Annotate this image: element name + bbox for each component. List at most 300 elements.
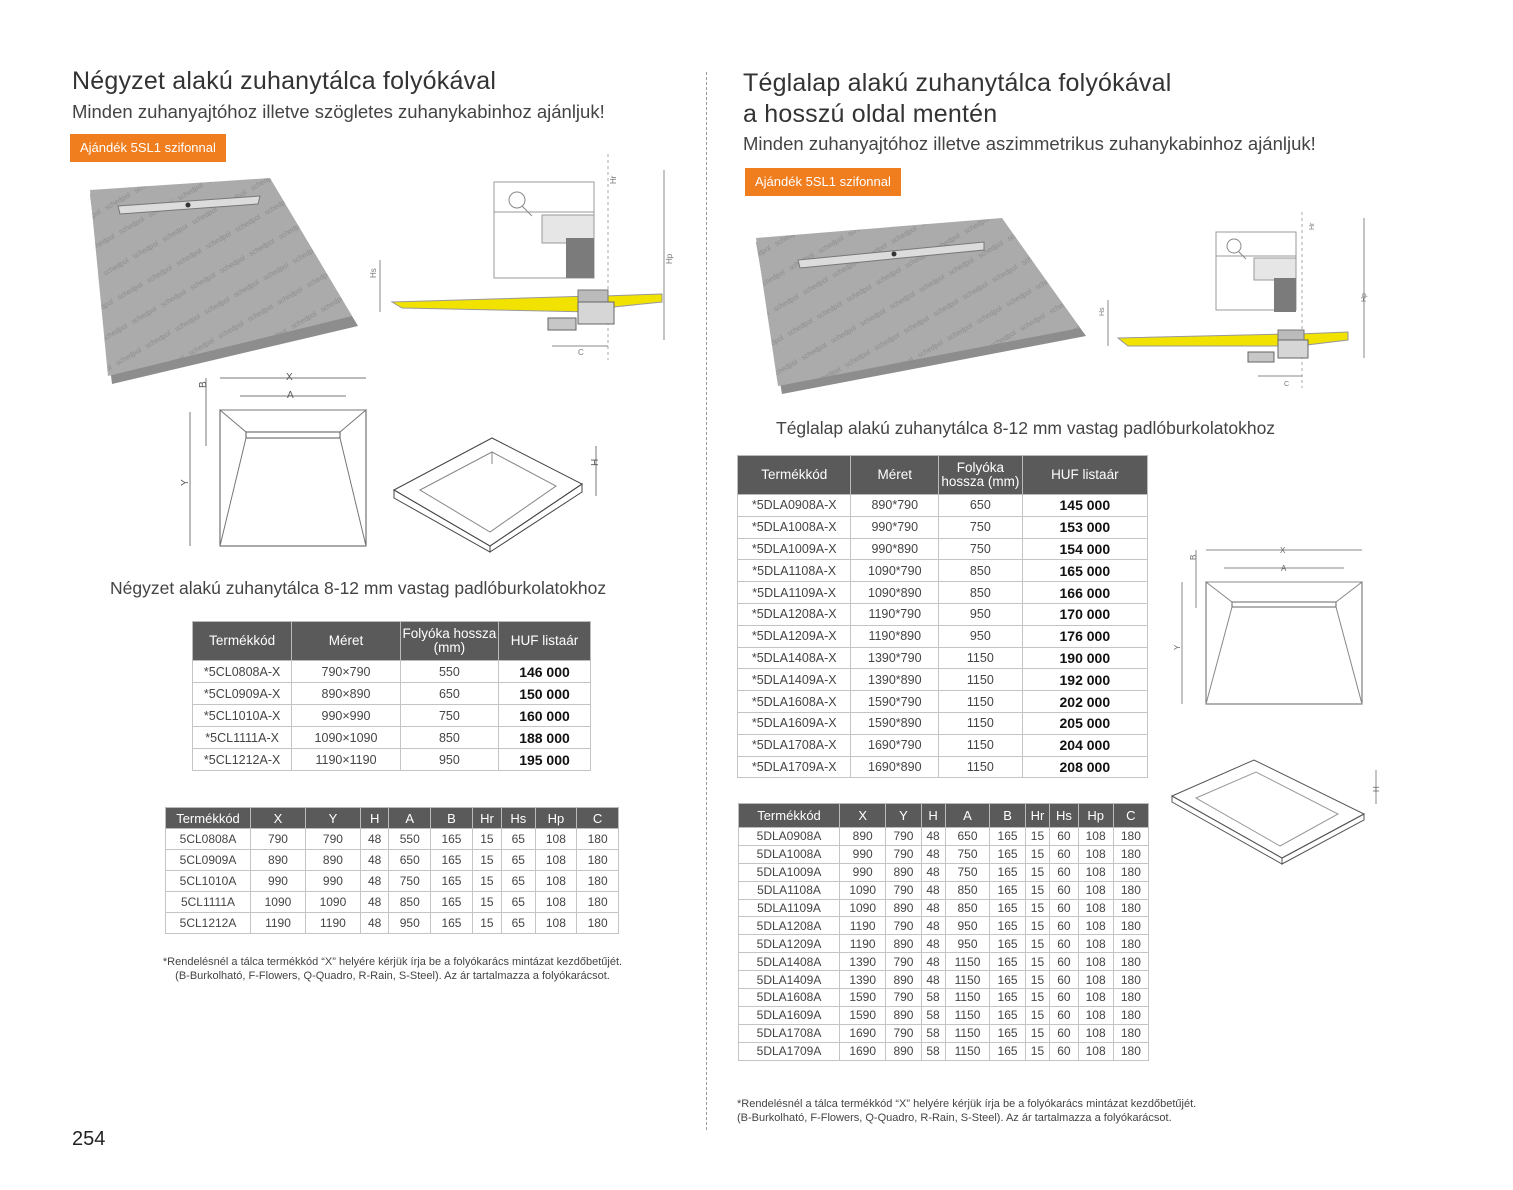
price-cell: 176 000 [1022, 625, 1147, 647]
table-cell: 165 [990, 971, 1025, 989]
table-row [738, 582, 1148, 604]
table-cell: *5DLA1209A-X [738, 625, 851, 647]
header-cell: Termékkód [739, 804, 840, 828]
label-hs: Hs [1099, 307, 1106, 316]
table-cell: 60 [1050, 953, 1078, 971]
table-cell: 790 [886, 917, 921, 935]
table-cell: 1190×1190 [292, 749, 400, 771]
left-footnote [120, 955, 665, 983]
table-cell: 108 [1078, 953, 1113, 971]
table-cell: *5CL1212A-X [193, 749, 292, 771]
right-price-table [737, 455, 1148, 778]
table-row [738, 560, 1148, 582]
table-cell: 1150 [939, 734, 1023, 756]
table-cell: 108 [535, 829, 577, 850]
left-iso-drawing [392, 436, 617, 550]
table-cell: 48 [921, 971, 945, 989]
table-cell: 1590*790 [851, 691, 939, 713]
label-hp: Hp [1361, 293, 1368, 302]
left-top-view-drawing [176, 364, 376, 556]
table-cell: 1690*790 [851, 734, 939, 756]
price-cell: 166 000 [1022, 582, 1147, 604]
table-cell: 60 [1050, 1024, 1078, 1042]
table-row [738, 516, 1148, 538]
table-cell: 5DLA1709A [739, 1042, 840, 1060]
table-cell: 165 [431, 871, 473, 892]
table-cell: 48 [921, 863, 945, 881]
table-cell: 108 [1078, 1006, 1113, 1024]
header-cell: Hp [535, 808, 577, 829]
table-cell: 180 [577, 871, 619, 892]
table-cell: 950 [400, 749, 498, 771]
header-cell: Hr [472, 808, 501, 829]
table-cell: 1590*890 [851, 712, 939, 734]
table-cell: 48 [921, 917, 945, 935]
table-cell: 48 [360, 850, 388, 871]
table-cell: 790×790 [292, 661, 400, 683]
left-subtitle: Minden zuhanyajtóhoz illetve szögletes zuhanykabinhoz ajánljuk! [72, 101, 605, 122]
table-cell: 48 [921, 953, 945, 971]
table-cell: 65 [502, 871, 536, 892]
table-cell: 990*790 [851, 516, 939, 538]
table-cell: 1190*890 [851, 625, 939, 647]
table-cell: 60 [1050, 863, 1078, 881]
header-cell: X [251, 808, 306, 829]
table-cell: 850 [400, 727, 498, 749]
table-cell: *5DLA1208A-X [738, 603, 851, 625]
table-cell: 165 [431, 913, 473, 934]
table-cell: 180 [1113, 899, 1148, 917]
table-cell: 180 [1113, 935, 1148, 953]
left-title: Négyzet alakú zuhanytálca folyókával [72, 67, 497, 95]
table-cell: 650 [389, 850, 431, 871]
table-cell: 165 [431, 829, 473, 850]
table-cell: 15 [1025, 828, 1050, 846]
table-cell: 15 [1025, 899, 1050, 917]
table-cell: 1590 [840, 1006, 886, 1024]
left-tray-photo [82, 176, 364, 390]
header-cell: HUF listaár [1022, 456, 1147, 495]
table-cell: 790 [251, 829, 306, 850]
table-cell: *5DLA1408A-X [738, 647, 851, 669]
table-cell: 60 [1050, 845, 1078, 863]
table-cell: 790 [305, 829, 360, 850]
table-cell: 108 [1078, 881, 1113, 899]
table-cell: 1090 [840, 899, 886, 917]
table-cell: 650 [939, 495, 1023, 517]
table-row [739, 845, 1149, 863]
label-h: H [1372, 786, 1381, 792]
table-row [739, 863, 1149, 881]
table-cell: 165 [990, 1024, 1025, 1042]
label-h: H [590, 458, 601, 466]
right-tray-photo [752, 212, 1087, 397]
table-cell: *5DLA1609A-X [738, 712, 851, 734]
table-cell: 65 [502, 913, 536, 934]
table-cell: *5DLA1108A-X [738, 560, 851, 582]
table-row [739, 989, 1149, 1007]
table-cell: 990 [840, 845, 886, 863]
table-cell: 15 [1025, 863, 1050, 881]
price-cell: 190 000 [1022, 647, 1147, 669]
table-cell: 750 [939, 516, 1023, 538]
table-cell: 1190 [305, 913, 360, 934]
table-row [739, 899, 1149, 917]
table-cell: 180 [1113, 863, 1148, 881]
left-dimension-table [165, 807, 619, 934]
label-c: C [1284, 381, 1290, 388]
table-row [738, 691, 1148, 713]
table-cell: 890*790 [851, 495, 939, 517]
table-cell: *5DLA1008A-X [738, 516, 851, 538]
table-cell: 108 [1078, 845, 1113, 863]
table-cell: 58 [921, 1042, 945, 1060]
left-price-table [192, 621, 591, 771]
table-cell: 180 [577, 850, 619, 871]
table-cell: 5DLA1208A [739, 917, 840, 935]
table-cell: *5DLA1608A-X [738, 691, 851, 713]
table-cell: *5CL0909A-X [193, 683, 292, 705]
table-cell: 890 [305, 850, 360, 871]
table-row [739, 935, 1149, 953]
table-cell: 550 [389, 829, 431, 850]
table-cell: 1390*890 [851, 669, 939, 691]
table-cell: 48 [360, 871, 388, 892]
table-cell: 790 [886, 953, 921, 971]
table-cell: 890×890 [292, 683, 400, 705]
header-cell: H [921, 804, 945, 828]
table-cell: 15 [472, 913, 501, 934]
table-cell: 48 [360, 913, 388, 934]
header-cell: HUF listaár [499, 622, 591, 661]
table-cell: 180 [1113, 881, 1148, 899]
table-cell: 165 [431, 892, 473, 913]
table-cell: 1150 [945, 1042, 990, 1060]
table-cell: 65 [502, 892, 536, 913]
price-cell: 202 000 [1022, 691, 1147, 713]
table-cell: 65 [502, 829, 536, 850]
table-cell: 1090 [840, 881, 886, 899]
table-row [738, 495, 1148, 517]
table-row [739, 917, 1149, 935]
table-cell: *5DLA1709A-X [738, 756, 851, 778]
table-row [739, 828, 1149, 846]
table-cell: 15 [472, 850, 501, 871]
table-cell: 950 [945, 935, 990, 953]
label-hp: Hp [665, 253, 674, 264]
table-cell: 180 [1113, 845, 1148, 863]
table-cell: 790 [886, 1024, 921, 1042]
label-x: X [1280, 546, 1286, 555]
header-cell: Méret [851, 456, 939, 495]
label-a: A [1281, 564, 1287, 573]
right-section-drawing [1098, 208, 1373, 393]
table-row [193, 705, 591, 727]
table-cell: 48 [360, 829, 388, 850]
table-cell: 5DLA1108A [739, 881, 840, 899]
header-cell: B [431, 808, 473, 829]
table-cell: 1150 [945, 989, 990, 1007]
price-cell: 145 000 [1022, 495, 1147, 517]
table-cell: 48 [921, 828, 945, 846]
table-cell: 5DLA1209A [739, 935, 840, 953]
table-cell: 60 [1050, 1042, 1078, 1060]
table-cell: 15 [1025, 845, 1050, 863]
header-cell: C [577, 808, 619, 829]
price-cell: 195 000 [499, 749, 591, 771]
table-cell: 165 [990, 863, 1025, 881]
table-cell: 1690*890 [851, 756, 939, 778]
table-cell: 1150 [939, 756, 1023, 778]
table-cell: 165 [990, 1006, 1025, 1024]
table-cell: 180 [1113, 828, 1148, 846]
right-title-line1: Téglalap alakú zuhanytálca folyókával [743, 69, 1172, 97]
price-cell: 146 000 [499, 661, 591, 683]
price-cell: 160 000 [499, 705, 591, 727]
table-cell: *5DLA1109A-X [738, 582, 851, 604]
table-cell: 15 [1025, 971, 1050, 989]
table-row [738, 625, 1148, 647]
table-cell: 165 [990, 899, 1025, 917]
header-cell: Termékkód [738, 456, 851, 495]
table-row [166, 850, 619, 871]
table-cell: 5CL1010A [166, 871, 251, 892]
table-cell: 15 [1025, 953, 1050, 971]
table-cell: 180 [1113, 953, 1148, 971]
header-cell: Hs [1050, 804, 1078, 828]
right-subtitle: Minden zuhanyajtóhoz illetve aszimmetrikus zuhanykabinhoz ajánljuk! [743, 133, 1316, 154]
page-divider [706, 72, 707, 1130]
table-cell: 108 [535, 892, 577, 913]
table-cell: 180 [577, 913, 619, 934]
table-row [193, 661, 591, 683]
header-cell: A [389, 808, 431, 829]
table-cell: 1090*890 [851, 582, 939, 604]
header-cell: B [990, 804, 1025, 828]
table-cell: 5DLA1408A [739, 953, 840, 971]
table-row [166, 892, 619, 913]
table-cell: 1090 [251, 892, 306, 913]
table-cell: 890 [886, 935, 921, 953]
table-cell: 1390 [840, 953, 886, 971]
table-cell: 15 [472, 892, 501, 913]
table-cell: 108 [535, 913, 577, 934]
header-cell: Hp [1078, 804, 1113, 828]
table-cell: 48 [921, 881, 945, 899]
table-cell: 180 [1113, 1042, 1148, 1060]
header-cell: Folyóka hossza (mm) [939, 456, 1023, 495]
table-cell: 1150 [939, 691, 1023, 713]
label-hr: Hr [609, 175, 618, 184]
table-cell: 990 [305, 871, 360, 892]
label-c: C [578, 348, 584, 357]
table-cell: 165 [990, 828, 1025, 846]
left-footnote-line1: *Rendelésnél a tálca termékkód “X” helyére kérjük írja be a folyókarács mintázat kezdőbetűjét. [162, 956, 623, 968]
price-cell: 153 000 [1022, 516, 1147, 538]
table-cell: 750 [389, 871, 431, 892]
right-footnote-line1: *Rendelésnél a tálca termékkód “X” helyére kérjük írja be a folyókarács mintázat kezdőbetűjét. [737, 1098, 1197, 1110]
table-cell: *5DLA1708A-X [738, 734, 851, 756]
price-cell: 205 000 [1022, 712, 1147, 734]
table-cell: 58 [921, 989, 945, 1007]
right-dimension-table [738, 803, 1149, 1061]
table-cell: 108 [1078, 828, 1113, 846]
right-title-line2: a hosszú oldal mentén [743, 100, 998, 128]
table-row [739, 1042, 1149, 1060]
header-cell: Y [886, 804, 921, 828]
table-cell: 108 [1078, 1024, 1113, 1042]
table-cell: 108 [1078, 863, 1113, 881]
table-cell: 60 [1050, 989, 1078, 1007]
table-row [739, 953, 1149, 971]
header-cell: Termékkód [166, 808, 251, 829]
table-cell: 5CL0909A [166, 850, 251, 871]
price-cell: 154 000 [1022, 538, 1147, 560]
label-y: Y [1173, 644, 1182, 650]
table-cell: 15 [1025, 1024, 1050, 1042]
table-cell: 750 [945, 863, 990, 881]
table-row [738, 756, 1148, 778]
table-row [193, 749, 591, 771]
header-cell: X [840, 804, 886, 828]
right-iso-drawing [1170, 758, 1390, 866]
right-top-view-drawing [1170, 538, 1370, 718]
header-cell: Hs [502, 808, 536, 829]
table-cell: 890 [886, 1006, 921, 1024]
left-section-drawing [369, 150, 677, 365]
table-cell: 1090 [305, 892, 360, 913]
table-cell: 48 [360, 892, 388, 913]
table-cell: 1150 [939, 669, 1023, 691]
table-cell: 1590 [840, 989, 886, 1007]
table-cell: 550 [400, 661, 498, 683]
table-cell: 1150 [945, 971, 990, 989]
table-cell: 1090×1090 [292, 727, 400, 749]
table-cell: 60 [1050, 971, 1078, 989]
table-cell: 108 [1078, 989, 1113, 1007]
table-cell: 890 [886, 899, 921, 917]
table-cell: 850 [389, 892, 431, 913]
table-cell: *5CL0808A-X [193, 661, 292, 683]
table-cell: 1150 [939, 647, 1023, 669]
table-row [166, 871, 619, 892]
left-caption: Négyzet alakú zuhanytálca 8-12 mm vastag padlóburkolatokhoz [110, 578, 607, 598]
price-cell: 204 000 [1022, 734, 1147, 756]
table-cell: 990*890 [851, 538, 939, 560]
table-cell: 60 [1050, 899, 1078, 917]
label-a: A [287, 390, 294, 401]
table-cell: 60 [1050, 881, 1078, 899]
table-cell: 180 [1113, 1006, 1148, 1024]
table-cell: 165 [990, 881, 1025, 899]
right-footnote-line2: (B-Burkolható, F-Flowers, Q-Quadro, R-Rain, S-Steel). Az ár tartalmazza a folyókarácsot. [737, 1112, 1172, 1124]
table-cell: *5CL1111A-X [193, 727, 292, 749]
table-cell: 5DLA1409A [739, 971, 840, 989]
table-cell: 5DLA1609A [739, 1006, 840, 1024]
table-cell: 108 [1078, 971, 1113, 989]
table-cell: 108 [1078, 935, 1113, 953]
table-cell: 60 [1050, 917, 1078, 935]
table-cell: 1690 [840, 1024, 886, 1042]
table-cell: 790 [886, 881, 921, 899]
table-cell: 15 [472, 871, 501, 892]
table-row [739, 1024, 1149, 1042]
table-row [738, 647, 1148, 669]
table-cell: 650 [400, 683, 498, 705]
table-cell: 108 [1078, 917, 1113, 935]
table-cell: *5DLA0908A-X [738, 495, 851, 517]
header-cell: Y [305, 808, 360, 829]
table-cell: *5CL1010A-X [193, 705, 292, 727]
table-cell: 65 [502, 850, 536, 871]
table-cell: 60 [1050, 828, 1078, 846]
page-number: 254 [72, 1128, 106, 1150]
label-b: B [1189, 554, 1198, 560]
table-row [738, 712, 1148, 734]
table-cell: 180 [1113, 1024, 1148, 1042]
table-row [738, 538, 1148, 560]
table-cell: 950 [389, 913, 431, 934]
table-cell: 890 [886, 971, 921, 989]
table-cell: 890 [886, 863, 921, 881]
table-cell: 1190 [840, 917, 886, 935]
header-cell: A [945, 804, 990, 828]
table-cell: 165 [990, 917, 1025, 935]
table-cell: 1390 [840, 971, 886, 989]
price-cell: 170 000 [1022, 603, 1147, 625]
table-cell: 890 [886, 1042, 921, 1060]
table-cell: 5DLA0908A [739, 828, 840, 846]
table-cell: 180 [1113, 989, 1148, 1007]
table-row [166, 829, 619, 850]
table-cell: 165 [431, 850, 473, 871]
table-cell: 750 [939, 538, 1023, 560]
table-cell: 108 [535, 850, 577, 871]
table-cell: 165 [990, 989, 1025, 1007]
table-cell: 1390*790 [851, 647, 939, 669]
table-cell: 60 [1050, 935, 1078, 953]
header-cell: Méret [292, 622, 400, 661]
table-cell: 165 [990, 935, 1025, 953]
price-cell: 188 000 [499, 727, 591, 749]
table-cell: 1150 [945, 1006, 990, 1024]
table-cell: 750 [945, 845, 990, 863]
table-cell: 890 [840, 828, 886, 846]
table-row [193, 683, 591, 705]
label-hs: Hs [369, 268, 378, 278]
table-cell: 58 [921, 1006, 945, 1024]
price-cell: 165 000 [1022, 560, 1147, 582]
label-x: X [286, 372, 293, 383]
table-row [738, 603, 1148, 625]
table-cell: 5DLA1008A [739, 845, 840, 863]
table-row [738, 669, 1148, 691]
table-cell: 790 [886, 828, 921, 846]
table-cell: 990 [840, 863, 886, 881]
header-cell: H [360, 808, 388, 829]
table-cell: 950 [939, 603, 1023, 625]
table-cell: 48 [921, 935, 945, 953]
table-cell: 48 [921, 899, 945, 917]
table-cell: 108 [1078, 899, 1113, 917]
table-cell: 990×990 [292, 705, 400, 727]
table-row [166, 913, 619, 934]
right-footnote [737, 1097, 1297, 1125]
price-cell: 192 000 [1022, 669, 1147, 691]
table-cell: 108 [535, 871, 577, 892]
table-cell: 180 [577, 829, 619, 850]
table-cell: 5DLA1009A [739, 863, 840, 881]
